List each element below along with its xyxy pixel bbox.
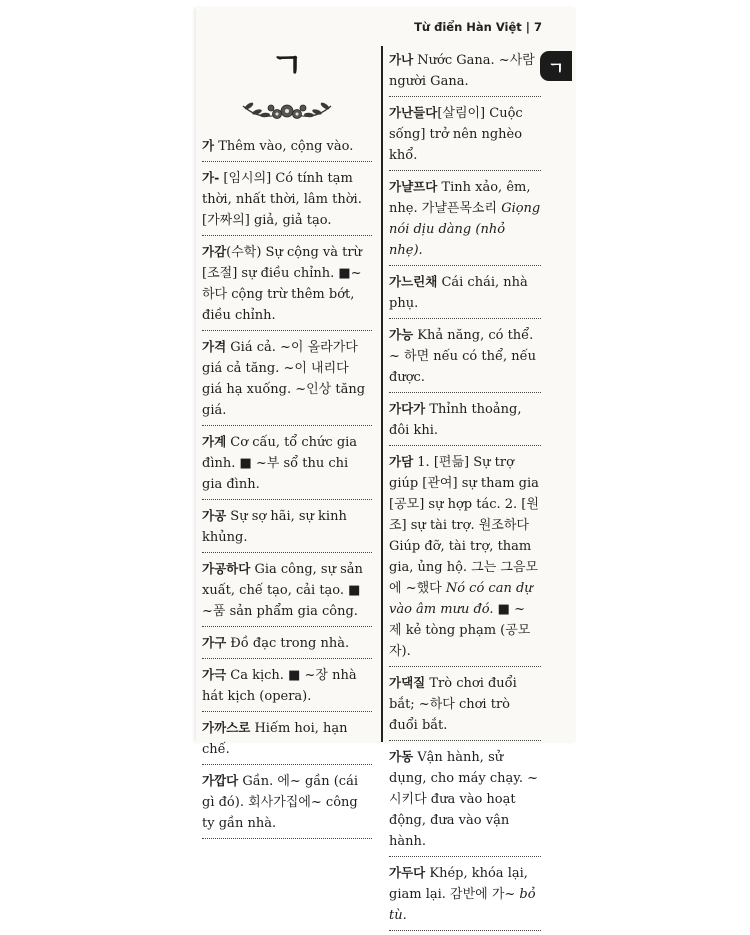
section-ornament xyxy=(202,48,372,128)
entry-headword: 가격 xyxy=(202,339,227,354)
entry-definition: [살림이] Cuộc sống] trở nên nghèo khổ. xyxy=(389,106,523,163)
dictionary-entry xyxy=(202,557,372,627)
entry-headword: 가다가 xyxy=(389,401,426,416)
entry-headword: 가계 xyxy=(202,434,227,449)
dictionary-entry xyxy=(389,175,541,266)
entry-headword: 가느린채 xyxy=(389,274,438,289)
dictionary-page xyxy=(196,8,576,923)
entry-headword: 가구 xyxy=(202,635,227,650)
entry-headword: 가냘프다 xyxy=(389,179,438,194)
dictionary-entry xyxy=(202,166,372,236)
entry-example-italic: bỏ tù. xyxy=(389,887,536,923)
entry-headword: 가공 xyxy=(202,508,227,523)
dictionary-entry xyxy=(202,335,372,426)
entry-headword: 가감 xyxy=(202,244,227,259)
entry-definition: Ca kịch. ■ ~장 nhà hát kịch (opera). xyxy=(202,668,357,704)
entry-headword: 가나 xyxy=(389,52,414,67)
entry-definition: Hiếm hoi, hạn chế. xyxy=(202,721,348,757)
entry-definition: Khả năng, có thể. ~ 하면 nếu có thể, nếu được. xyxy=(389,328,536,385)
dictionary-entry xyxy=(202,240,372,331)
entry-definition: Cái chái, nhà phụ. xyxy=(389,275,528,311)
entry-headword: 가동 xyxy=(389,749,414,764)
dictionary-entry xyxy=(389,745,541,857)
entry-headword: 가깝다 xyxy=(202,773,239,788)
section-letter: ㄱ xyxy=(270,46,304,86)
entry-definition: Sự sợ hãi, sự kinh khủng. xyxy=(202,509,347,545)
entry-headword: 가능 xyxy=(389,327,414,342)
column-divider xyxy=(381,46,383,742)
entry-headword: 가난들다 xyxy=(389,105,438,120)
entry-definition: Trò chơi đuổi bắt; ~하다 chơi trò đuổi bắt. xyxy=(389,676,517,733)
dictionary-entry xyxy=(202,663,372,712)
entry-example-italic: Nó có can dự vào âm mưu đó. xyxy=(389,581,533,617)
dictionary-entry xyxy=(389,323,541,393)
dictionary-entry xyxy=(202,769,372,839)
entry-definition: Gia công, sự sản xuất, chế tạo, cải tạo. ■ ~품 sản phẩm gia công. xyxy=(202,562,363,619)
entry-headword: 가담 xyxy=(389,454,414,469)
entry-headword: 가두다 xyxy=(389,865,426,880)
entry-definition: Gần. 에~ gần (cái gì đó). 회사가집에~ công ty gần nhà. xyxy=(202,774,358,831)
dictionary-entry xyxy=(202,430,372,500)
dictionary-entry xyxy=(389,450,541,667)
entry-definition: Giá cả. ~이 올라가다 giá cả tăng. ~이 내리다 giá hạ xuống. ~인상 tăng giá. xyxy=(202,340,366,418)
entry-definition: Cơ cấu, tổ chức gia đình. ■ ~부 sổ thu chi gia đình. xyxy=(202,435,358,492)
right-column xyxy=(389,48,541,935)
entry-headword: 가댁질 xyxy=(389,675,426,690)
dictionary-entry xyxy=(389,101,541,171)
entry-definition: [임시의] Có tính tạm thời, nhất thời, lâm thời. [가짜의] giả, giả tạo. xyxy=(202,171,362,228)
left-column xyxy=(202,48,372,843)
entry-definition-tail: ■ ~ 제 kẻ tòng phạm (공모자). xyxy=(389,602,531,659)
entry-headword: 가공하다 xyxy=(202,561,251,576)
entry-definition: Khép, khóa lại, giam lại. 감반에 가~ xyxy=(389,866,528,902)
entry-headword: 가까스로 xyxy=(202,720,251,735)
left-entry-list xyxy=(202,134,372,839)
dictionary-entry xyxy=(202,631,372,659)
entry-headword: 가극 xyxy=(202,667,227,682)
dictionary-entry xyxy=(389,861,541,931)
entry-definition: Thỉnh thoảng, đôi khi. xyxy=(389,402,522,438)
entry-definition: Thêm vào, cộng vào. xyxy=(214,139,354,154)
dictionary-entry xyxy=(389,671,541,741)
entry-definition: Vận hành, sử dụng, cho máy chạy. ~시키다 đưa vào hoạt động, đưa vào vận hành. xyxy=(389,750,538,849)
entry-example-italic: Giọng nói dịu dàng (nhỏ nhẹ). xyxy=(389,201,541,258)
right-entry-list xyxy=(389,48,541,931)
entry-headword: 가 xyxy=(202,138,215,153)
dictionary-entry xyxy=(389,397,541,446)
dictionary-entry xyxy=(202,716,372,765)
entry-definition: Đồ đạc trong nhà. xyxy=(226,636,350,651)
thumb-index-tab: ㄱ xyxy=(540,51,572,81)
floral-wreath-icon xyxy=(237,84,337,128)
dictionary-entry xyxy=(202,134,372,162)
entry-definition: 1. [편듦] Sự trợ giúp [관여] sự tham gia [공모] sự hợp tác. 2. [원조] sự tài trợ. 원조하다 Giúp đỡ, tài trợ, tham gia, ủng hộ. 그는 그음모에 ~했다 xyxy=(389,455,539,596)
entry-definition: (수학) Sự cộng và trừ [조절] sự điều chỉnh. ■~ 하다 cộng trừ thêm bớt, điều chỉnh. xyxy=(202,245,362,323)
entry-definition: Nước Gana. ~사람 người Gana. xyxy=(389,53,535,89)
entry-headword: 가- xyxy=(202,170,220,185)
entry-definition: Tinh xảo, êm, nhẹ. 가냘픈목소리 xyxy=(389,180,531,216)
page-header: Từ điển Hàn Việt | 7 xyxy=(414,20,542,34)
dictionary-entry xyxy=(389,48,541,97)
dictionary-entry xyxy=(202,504,372,553)
dictionary-entry xyxy=(389,270,541,319)
